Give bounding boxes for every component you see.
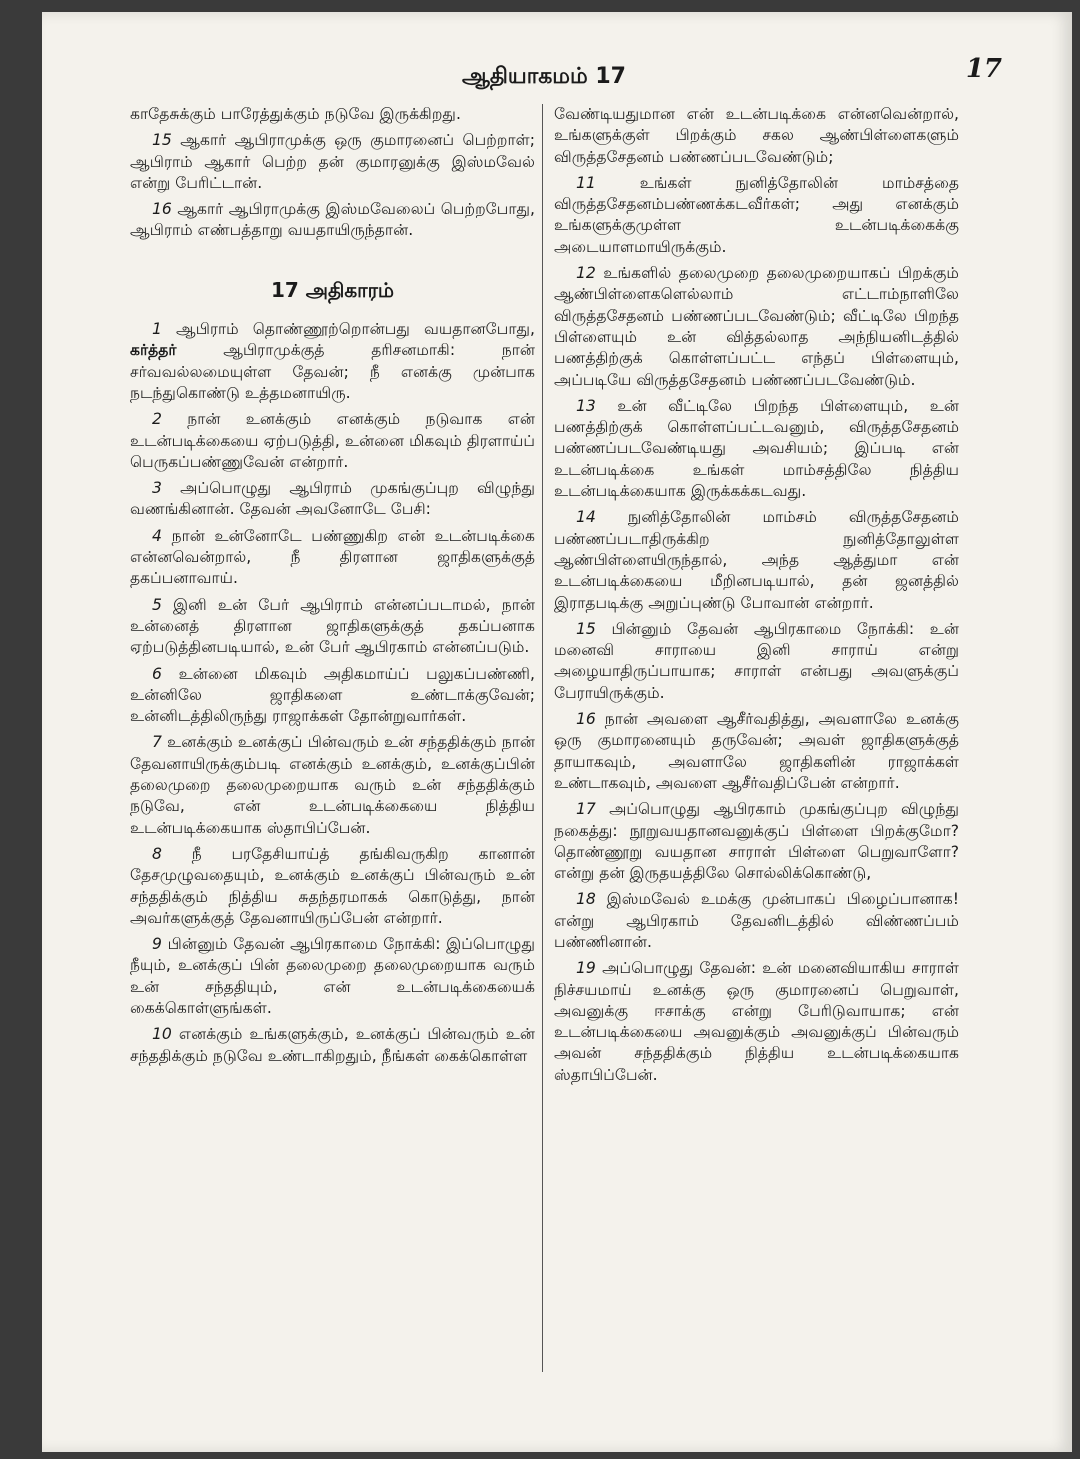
verse-15: 15 ஆகார் ஆபிராமுக்கு ஒரு குமாரனைப் பெற்றாள்; ஆபிராம் ஆகார் பெற்ற தன் குமாரனுக்கு இஸ்மவேல் என்று பேரிட்டான். <box>130 131 535 192</box>
verse-14: 14 நுனித்தோலின் மாம்சம் விருத்தசேதனம் பண்ணப்படாதிருக்கிற நுனித்தோலுள்ள ஆண்பிள்ளையிருந்தால், அந்த ஆத்துமா என் உடன்படிக்கையை மீறினபடியால், தன் ஜனத்தில் இராதபடிக்கு அறுப்புண்டு போவான் என்றார். <box>554 508 959 612</box>
verse-4: 4 நான் உன்னோடே பண்ணுகிற என் உடன்படிக்கை என்னவென்றால், நீ திரளான ஜாதிகளுக்குத் தகப்பனாவாய். <box>130 526 535 588</box>
verse-16: 16 நான் அவளை ஆசீர்வதித்து, அவளாலே உனக்கு ஒரு குமாரனையும் தருவேன்; அவள் ஜாதிகளுக்குத் தாயாகவும், அவளாலே ஜாதிகளின் ராஜாக்கள் உண்டாகவும், அவளை ஆசீர்வதிப்பேன் என்றார். <box>554 710 959 792</box>
verse-13: 13 உன் வீட்டிலே பிறந்த பிள்ளையும், உன் பணத்திற்குக் கொள்ளப்பட்டவனும், விருத்தசேதனம் பண்ணப்படவேண்டியது அவசியம்; இப்படி என் உடன்படிக்கை உங்கள் மாம்சத்திலே நித்திய உடன்படிக்கையாக இருக்கக்கடவது. <box>554 396 959 501</box>
verse-1: 1 ஆபிராம் தொண்ணூற்றொன்பது வயதானபோது, கர்த்தர் ஆபிராமுக்குத் தரிசனமாகி: நான் சர்வவல்லமையுள்ள தேவன்; நீ எனக்கு முன்பாக நடந்துகொண்டு உத்தமனாயிரு. <box>130 320 535 402</box>
verse-2: 2 நான் உனக்கும் எனக்கும் நடுவாக என் உடன்படிக்கையை ஏற்படுத்தி, உன்னை மிகவும் திரளாய்ப் பெருகப்பண்ணுவேன் என்றார். <box>130 410 535 471</box>
verse-number: 17 <box>576 800 596 819</box>
verse-number: 19 <box>576 959 596 978</box>
verse-number: 2 <box>152 410 162 429</box>
page-number: 17 <box>965 54 1002 84</box>
verse-number: 16 <box>152 200 172 219</box>
verse-5: 5 இனி உன் பேர் ஆபிராம் என்னப்படாமல், நான் உன்னைத் திரளான ஜாதிகளுக்குத் தகப்பனாக ஏற்படுத்தினபடியால், உன் பேர் ஆபிரகாம் என்னப்படும். <box>130 595 535 657</box>
verse-19: 19 அப்பொழுது தேவன்: உன் மனைவியாகிய சாராள் நிச்சயமாய் உனக்கு ஒரு குமாரனைப் பெறுவாள், அவனுக்கு ஈசாக்கு என்று பேரிடுவாயாக; என் உடன்படிக்கையை அவனுக்கும் அவனுக்குப் பின்வரும் அவன் சந்ததிக்கும் நித்திய உடன்படிக்கையாக ஸ்தாபிப்பேன். <box>554 959 959 1084</box>
verse-number: 6 <box>152 664 162 683</box>
verse-number: 18 <box>576 890 596 909</box>
running-header <box>132 54 1002 98</box>
book-chapter-title: ஆதியாகமம் 17 <box>462 64 626 89</box>
verse-16: 16 ஆகார் ஆபிராமுக்கு இஸ்மவேலைப் பெற்றபோது, ஆபிராம் எண்பத்தாறு வயதாயிருந்தான். <box>130 200 535 240</box>
verse-6: 6 உன்னை மிகவும் அதிகமாய்ப் பலுகப்பண்ணி, உன்னிலே ஜாதிகளை உண்டாக்குவேன்; உன்னிடத்திலிருந்து ராஜாக்கள் தோன்றுவார்கள். <box>130 664 535 726</box>
verse-8: 8 நீ பரதேசியாய்த் தங்கிவருகிற கானான் தேசமுழுவதையும், உனக்கும் உனக்குப் பின்வரும் உன் சந்ததிக்கும் நித்திய சுதந்தரமாகக் கொடுத்து, நான் அவர்களுக்குத் தேவனாயிருப்பேன் என்றார். <box>130 844 535 927</box>
verse-number: 7 <box>152 733 162 752</box>
verse-continuation: காதேசுக்கும் பாரேத்துக்கும் நடுவே இருக்கிறது. <box>130 105 461 123</box>
verse-3: 3 அப்பொழுது ஆபிராம் முகங்குப்புற விழுந்து வணங்கினான். தேவன் அவனோடே பேசி: <box>130 479 535 519</box>
verse-number: 4 <box>152 526 162 545</box>
verse-number: 13 <box>576 396 596 415</box>
verse-9: 9 பின்னும் தேவன் ஆபிரகாமை நோக்கி: இப்பொழுது நீயும், உனக்குப் பின் தலைமுறை தலைமுறையாக வரும் உன் சந்ததியும், என் உடன்படிக்கையைக் கைக்கொள்ளுங்கள். <box>130 935 535 1017</box>
verse-number: 9 <box>152 935 162 954</box>
verse-number: 11 <box>576 173 596 192</box>
verse-17: 17 அப்பொழுது ஆபிரகாம் முகங்குப்புற விழுந்து நகைத்து: நூறுவயதானவனுக்குப் பிள்ளை பிறக்குமோ? தொண்ணூறு வயதான சாராள் பிள்ளை பெறுவாளோ? என்று தன் இருதயத்திலே சொல்லிக்கொண்டு, <box>554 800 959 883</box>
verse-11: 11 உங்கள் நுனித்தோலின் மாம்சத்தை விருத்தசேதனம்பண்ணக்கடவீர்கள்; அது எனக்கும் உங்களுக்குமுள்ள உடன்படிக்கைக்கு அடையாளமாயிருக்கும். <box>554 173 959 256</box>
verse-number: 12 <box>576 264 596 283</box>
left-column <box>130 104 535 1072</box>
verse-12: 12 உங்களில் தலைமுறை தலைமுறையாகப் பிறக்கும் ஆண்பிள்ளைகளெல்லாம் எட்டாம்நாளிலே விருத்தசேதனம் பண்ணப்படவேண்டும்; வீட்டிலே பிறந்த பிள்ளையும் உன் வித்தல்லாத அந்நியனிடத்தில் பணத்திற்குக் கொள்ளப்பட்ட எந்தப் பிள்ளையும், அப்படியே விருத்தசேதனம் பண்ணப்படவேண்டும். <box>554 264 959 389</box>
book-page <box>42 12 1072 1452</box>
right-column <box>554 104 959 1091</box>
verse-continuation: வேண்டியதுமான என் உடன்படிக்கை என்னவென்றால், உங்களுக்குள் பிறக்கும் சகல ஆண்பிள்ளைகளும் விருத்தசேதனம் பண்ணப்படவேண்டும்; <box>554 105 959 166</box>
lord-name: கர்த்தர் <box>130 341 177 360</box>
verse-7: 7 உனக்கும் உனக்குப் பின்வரும் உன் சந்ததிக்கும் நான் தேவனாயிருக்கும்படி எனக்கும் உனக்கும், உனக்குப்பின் தலைமுறை தலைமுறையாக வரும் உன் சந்ததிக்கும் நடுவே, என் உடன்படிக்கையை நித்திய உடன்படிக்கையாக ஸ்தாபிப்பேன். <box>130 733 535 837</box>
verse-number: 8 <box>152 844 162 863</box>
verse-number: 15 <box>576 619 596 638</box>
verse-number: 15 <box>152 131 172 150</box>
chapter-heading: 17 அதிகாரம் <box>270 277 395 302</box>
verse-number: 16 <box>576 710 596 729</box>
verse-10: 10 எனக்கும் உங்களுக்கும், உனக்குப் பின்வரும் உன் சந்ததிக்கும் நடுவே உண்டாகிறதும், நீங்கள் கைக்கொள்ள <box>130 1025 535 1065</box>
verse-15: 15 பின்னும் தேவன் ஆபிரகாமை நோக்கி: உன் மனைவி சாராயை இனி சாராய் என்று அழையாதிருப்பாயாக; சாராள் என்பது அவளுக்குப் பேராயிருக்கும். <box>554 619 959 702</box>
verse-number: 1 <box>152 320 162 339</box>
verse-number: 3 <box>152 479 162 498</box>
column-divider <box>542 104 543 1372</box>
verse-18: 18 இஸ்மவேல் உமக்கு முன்பாகப் பிழைப்பானாக! என்று ஆபிரகாம் தேவனிடத்தில் விண்ணப்பம் பண்ணினான். <box>554 890 959 951</box>
verse-number: 10 <box>152 1025 172 1044</box>
verse-number: 5 <box>152 595 162 614</box>
verse-number: 14 <box>576 508 596 527</box>
